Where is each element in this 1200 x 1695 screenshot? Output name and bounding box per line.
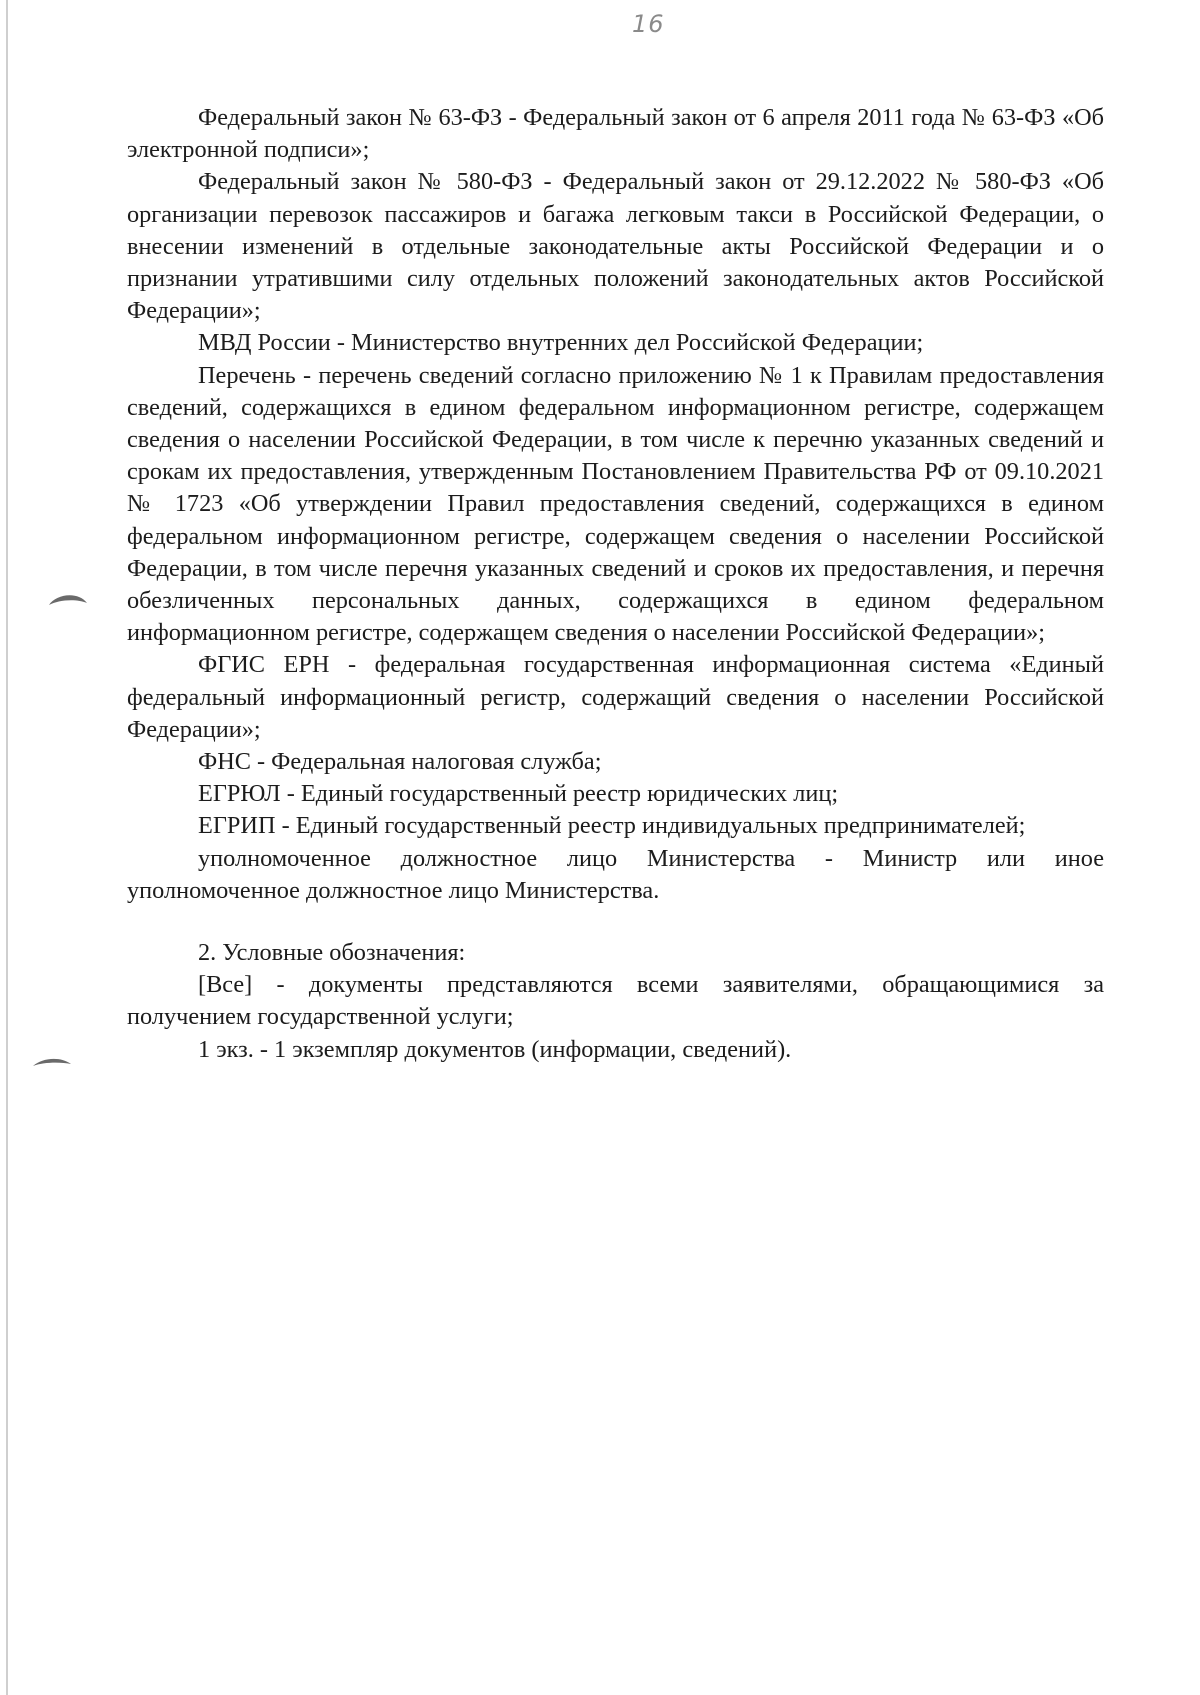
definition-paragraph: ФНС - Федеральная налоговая служба; bbox=[198, 748, 602, 776]
definition-paragraph: ФГИС ЕРН - федеральная государственная информационная система «Единый федеральный информационный регистр, содержащий сведения о населении Российской Федерации»; bbox=[127, 651, 1104, 743]
scan-edge-line bbox=[6, 0, 8, 1695]
definition-paragraph: ЕГРИП - Единый государственный реестр индивидуальных предпринимателей; bbox=[198, 812, 1026, 840]
section-heading: 2. Условные обозначения: bbox=[198, 939, 466, 967]
definition-paragraph: Перечень - перечень сведений согласно приложению № 1 к Правилам предоставления сведений, содержащихся в едином федеральном информационном регистре, содержащем сведения о населении Российской Федерации, в том числе к перечню указанных сведений и срокам их предоставления, утвержденным Постановлением Правительства РФ от 09.10.2021 № 1723 «Об утверждении Правил предоставления сведений, содержащихся в едином федеральном информационном регистре, содержащем сведения о населении Российской Федерации, в том числе перечня указанных сведений и сроков их предоставления, и перечня обезличенных персональных данных, содержащихся в едином федеральном информационном регистре, содержащем сведения о населении Российской Федерации»; bbox=[127, 361, 1104, 647]
handwritten-page-number: 16 bbox=[632, 10, 665, 38]
symbol-paragraph: [Все] - документы представляются всеми заявителями, обращающимися за получением государственной услуги; bbox=[127, 971, 1104, 1031]
symbol-paragraph: 1 экз. - 1 экземпляр документов (информации, сведений). bbox=[198, 1035, 792, 1063]
punch-hole-mark bbox=[32, 1053, 72, 1069]
punch-hole-mark bbox=[48, 591, 88, 607]
definition-paragraph: Федеральный закон № 580-ФЗ - Федеральный закон от 29.12.2022 № 580-ФЗ «Об организации перевозок пассажиров и багажа легковым такси в Российской Федерации, о внесении изменений в отдельные законодательные акты Российской Федерации и о признании утратившими силу отдельных положений законодательных актов Российской Федерации»; bbox=[127, 168, 1104, 325]
definition-paragraph: уполномоченное должностное лицо Министерства - Министр или иное уполномоченное должностное лицо Министерства. bbox=[127, 844, 1104, 904]
document-body bbox=[127, 102, 1104, 1066]
definition-paragraph: МВД России - Министерство внутренних дел Российской Федерации; bbox=[198, 329, 924, 357]
definition-paragraph: ЕГРЮЛ - Единый государственный реестр юридических лиц; bbox=[198, 780, 839, 808]
section-spacer bbox=[127, 907, 1104, 937]
definition-paragraph: Федеральный закон № 63-ФЗ - Федеральный закон от 6 апреля 2011 года № 63-ФЗ «Об электронной подписи»; bbox=[127, 104, 1104, 164]
